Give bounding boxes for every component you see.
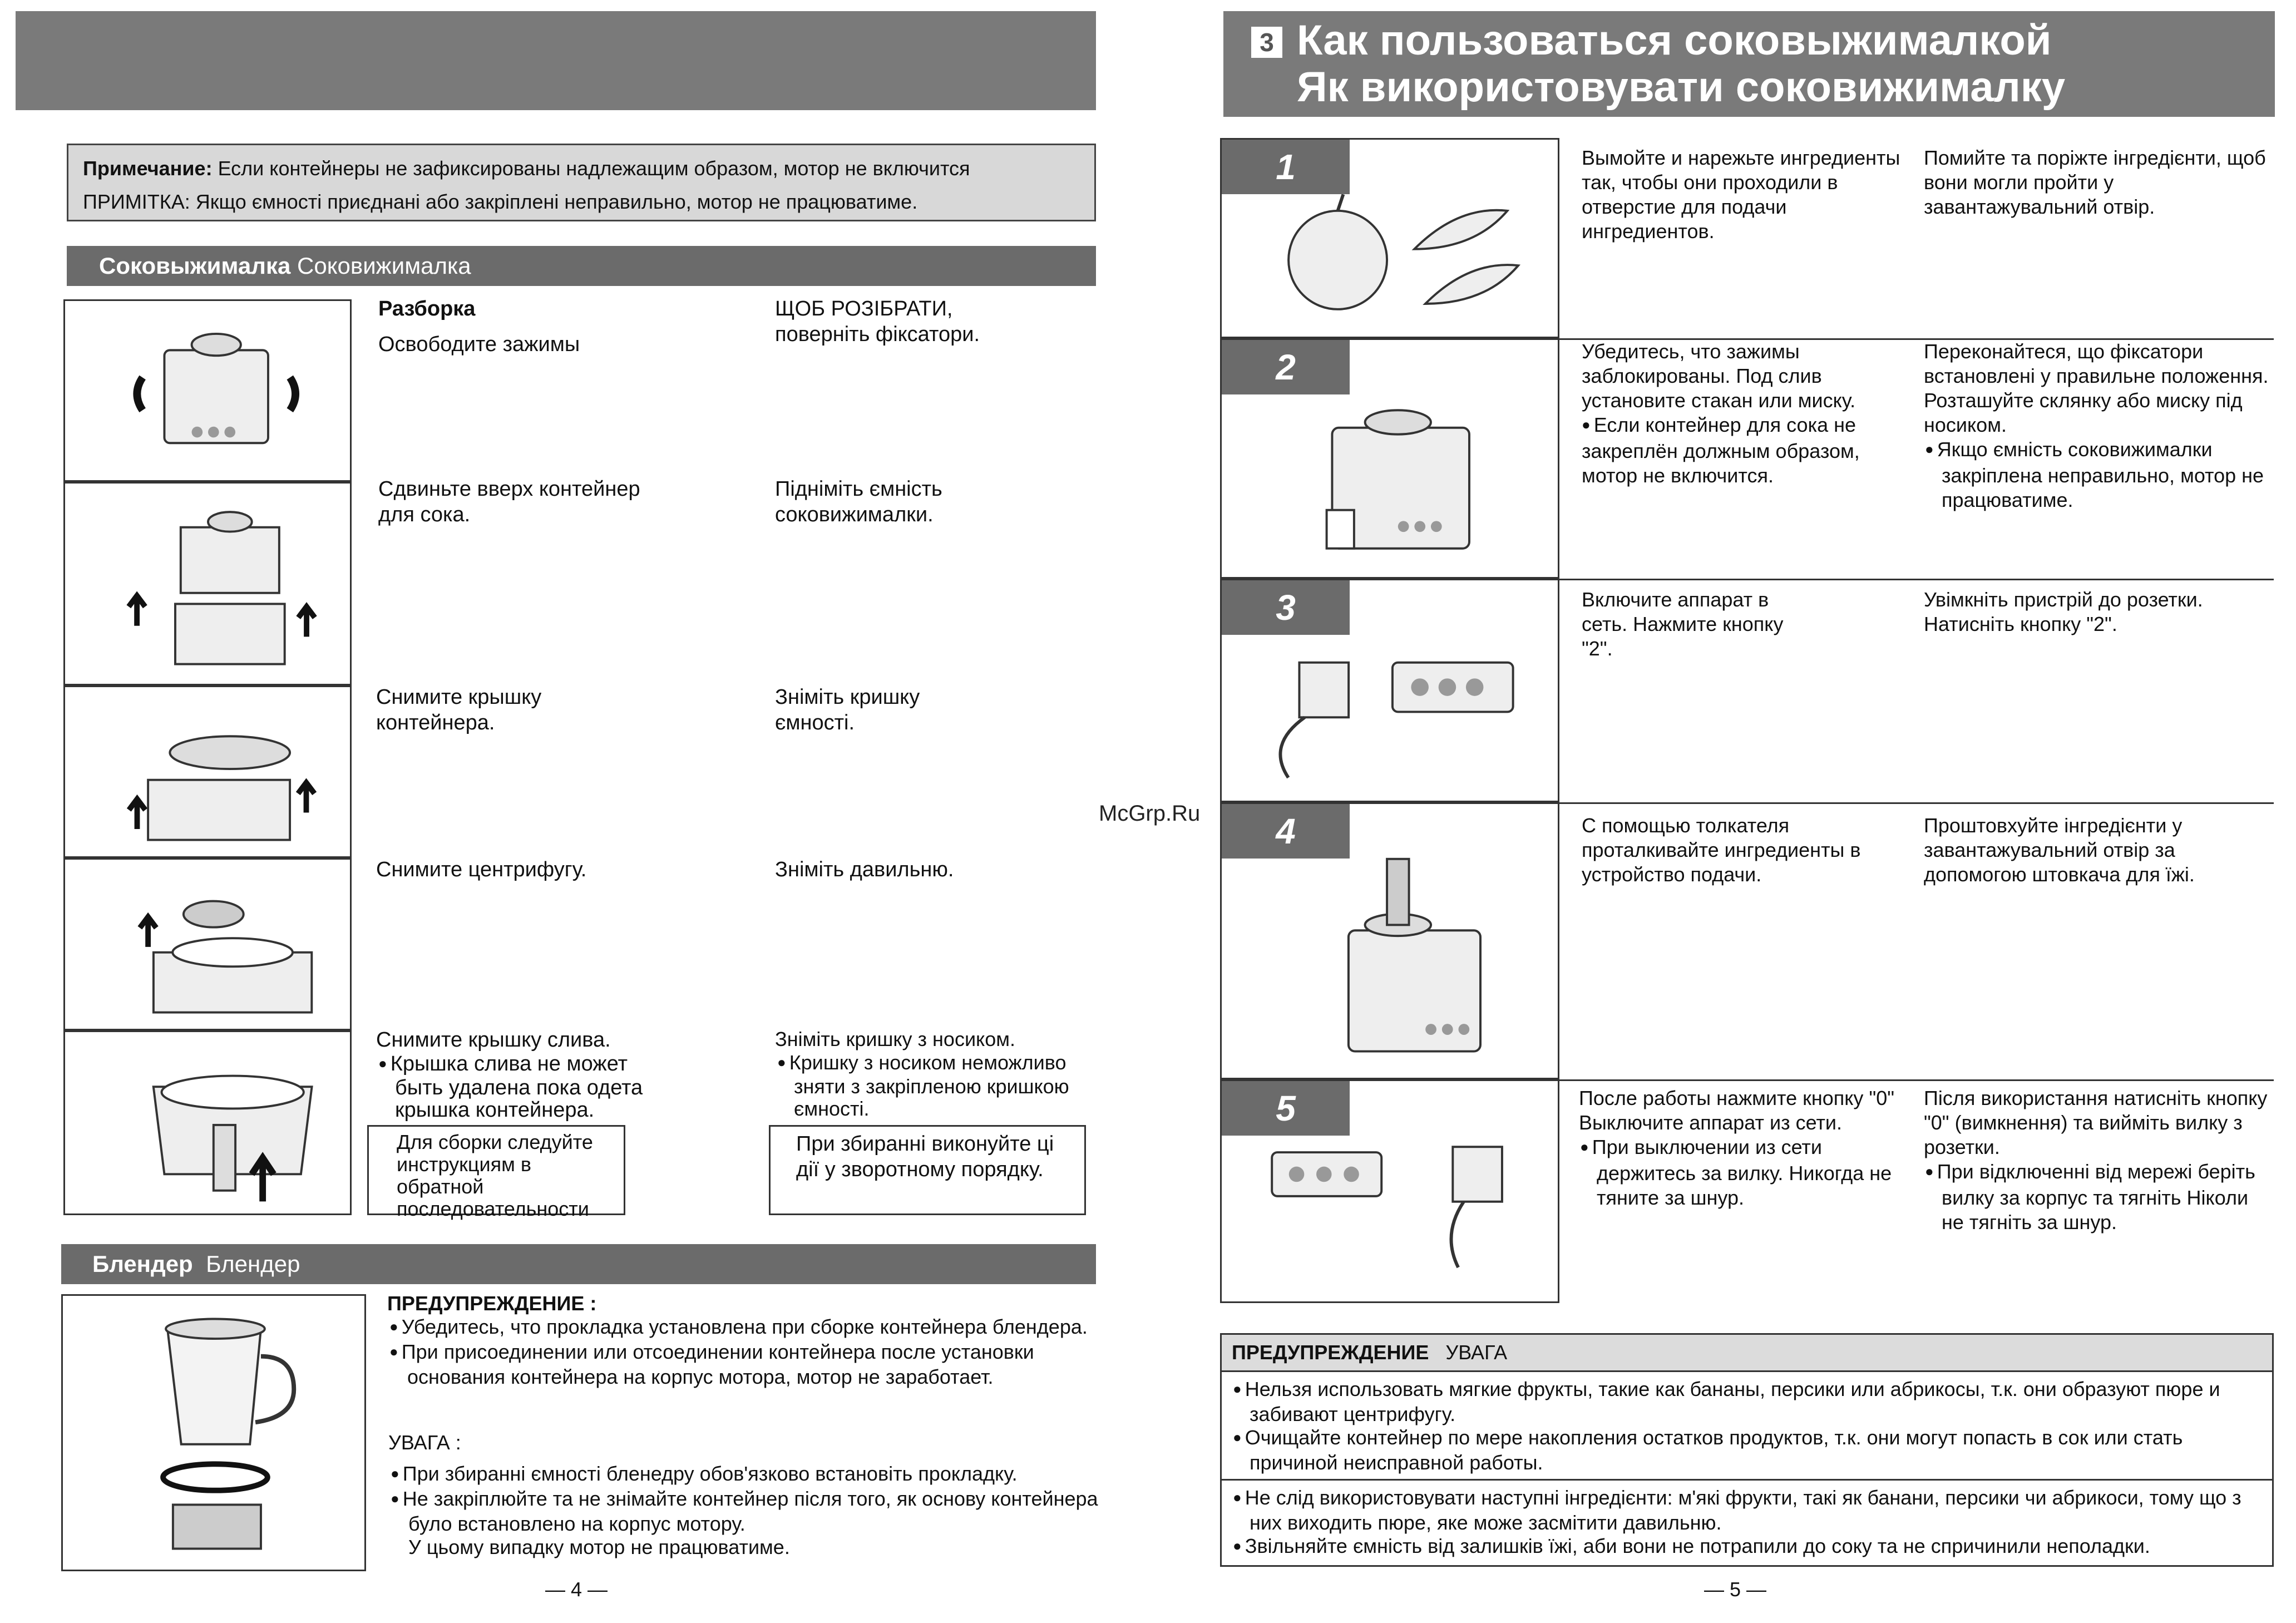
step5-bullet-ua: ● Кришку з носиком неможливо зняти з закріпленою кришкою ємності. xyxy=(775,1052,1098,1120)
blender-warning-ua-b3: У цьому випадку мотор не працюватиме. xyxy=(408,1536,790,1558)
r-step2-ru xyxy=(1582,339,1910,488)
step-divider-3 xyxy=(1559,802,2274,804)
title-bar xyxy=(1223,11,2275,117)
step5-ru xyxy=(376,1027,665,1121)
step5-text-ru: Снимите крышку слива. xyxy=(376,1028,611,1052)
assembly-note-ru: Для сборки следуйте инструкциям в обратной последовательности xyxy=(367,1125,625,1215)
title-ru: Как пользоваться соковыжималкой xyxy=(1297,17,2052,64)
step5-ua xyxy=(775,1027,1098,1120)
illustration-remove-lid xyxy=(63,685,352,858)
warning-header xyxy=(1222,1335,2272,1372)
step5-text-ua: Зніміть кришку з носиком. xyxy=(775,1028,1015,1050)
r-step2-text-ru: Убедитесь, что зажимы заблокированы. Под слив установите стакан или миску. xyxy=(1582,340,1856,412)
r-step3-text-ua: Увімкніть пристрій до розетки. Натисніть кнопку "2". xyxy=(1924,588,2203,635)
page-5 xyxy=(1099,0,2296,1623)
note-text-ru: Если контейнеры не зафиксированы надлежащим образом, мотор не включится xyxy=(212,157,970,180)
juicer-section-header xyxy=(67,246,1096,286)
step5-illustration xyxy=(1220,1079,1559,1303)
warning-ru-item-2: ● Очищайте контейнер по мере накопления остатков продуктов, т.к. они могут попасть в сок или стать причиной неисправной работы. xyxy=(1231,1426,2263,1474)
warning-header-ru: ПРЕДУПРЕЖДЕНИЕ xyxy=(1232,1341,1429,1364)
r-step5-ru xyxy=(1579,1086,1907,1210)
blender-warning-ru-b1: ● Убедитесь, что прокладка установлена при сборке контейнера блендера. xyxy=(387,1315,1110,1340)
blender-header-ua: Блендер xyxy=(206,1251,300,1277)
blender-warning-ua-title: УВАГА : xyxy=(388,1431,461,1454)
r-step5-bullet-ua: ● При відключенні від мережі беріть вилку за корпус та тягніть Ніколи не тягніть за шнур. xyxy=(1924,1160,2269,1235)
step1-title-ru: Разборка xyxy=(378,297,476,320)
blender-warning-ua-b1: ● При збиранні ємності бленедру обов'язково встановіть прокладку. xyxy=(388,1462,1112,1487)
step1-number: 1 xyxy=(1222,140,1350,194)
illustration-remove-centrifuge xyxy=(63,858,352,1030)
blender-header-ru: Блендер xyxy=(92,1251,193,1277)
r-step1-text-ua: Помийте та поріжте інгредієнти, щоб вони могли пройти у завантажувальний отвір. xyxy=(1924,146,2266,218)
blender-warning-ru-title: ПРЕДУПРЕЖДЕНИЕ : xyxy=(387,1292,597,1315)
step2-number: 2 xyxy=(1222,340,1350,394)
warning-block xyxy=(1220,1333,2274,1567)
top-bar xyxy=(16,11,1096,110)
r-step5-text-ua: Після використання натисніть кнопку "0" (вимкнення) та вийміть вилку з розетки. xyxy=(1924,1087,2268,1158)
note-box xyxy=(67,144,1096,221)
step2-illustration xyxy=(1220,338,1559,579)
illustration-blender xyxy=(61,1294,366,1571)
r-step3-text-ru: Включите аппарат в сеть. Нажмите кнопку "2". xyxy=(1582,588,1784,660)
illustration-lift-container xyxy=(63,482,352,685)
step4-text-ru: Снимите центрифугу. xyxy=(376,858,587,881)
blender-warning-ru xyxy=(387,1292,1110,1389)
warning-ua-list xyxy=(1222,1479,2272,1565)
blender-warning-ua xyxy=(388,1431,1112,1559)
section-number-badge: 3 xyxy=(1251,27,1282,58)
r-step2-text-ua: Переконайтеся, що фіксатори встановлені у правильне положення. Розташуйте склянку або миску під носиком. xyxy=(1924,340,2269,436)
watermark: McGrp.Ru xyxy=(1099,801,1201,826)
r-step2-bullet-ru: ● Если контейнер для сока не закреплён должным образом, мотор не включится. xyxy=(1582,413,1910,488)
warning-ua-item-2: ● Звільняйте ємність від залишків їжі, аби вони не потрапили до соку та не спричинили неполадки. xyxy=(1231,1535,2263,1560)
page-number-4: — 4 — xyxy=(545,1578,608,1601)
step4-illustration xyxy=(1220,802,1559,1079)
note-label-ru: Примечание: xyxy=(83,157,213,180)
warning-header-ua: УВАГА xyxy=(1445,1341,1508,1364)
blender-section-header xyxy=(61,1244,1096,1284)
blender-warning-ru-b2: ● При присоединении или отсоединении контейнера после установки основания контейнера на корпус мотора, мотор не заработает. xyxy=(387,1340,1110,1389)
step-disassembly xyxy=(378,296,734,357)
step5-number: 5 xyxy=(1222,1081,1350,1136)
warning-ua-item-1: ● Не слід використовувати наступні інгредієнти: м'які фрукти, такі як банани, персики чи абрикоси, тому що з них виходить пюре, яке може засмітити давильню. xyxy=(1231,1486,2263,1535)
step1-illustration xyxy=(1220,138,1559,338)
step-divider-2 xyxy=(1559,579,2274,580)
r-step5-ua xyxy=(1924,1086,2269,1235)
illustration-release-clamps xyxy=(63,299,352,482)
r-step1-text-ru: Вымойте и нарежьте ингредиенты так, чтобы они проходили в отверстие для подачи ингредиентов. xyxy=(1582,146,1900,243)
warning-ru-item-1: ● Нельзя использовать мягкие фрукты, такие как бананы, персики или абрикосы, т.к. они образуют пюре и забивают центрифугу. xyxy=(1231,1378,2263,1426)
note-text-ua: ПРИМІТКА: Якщо ємності приєднані або закріплені неправильно, мотор не працюватиме. xyxy=(83,190,918,213)
assembly-note-ua: При збиранні виконуйте ці дії у зворотному порядку. xyxy=(769,1125,1086,1215)
juicer-header-ru: Соковыжималка xyxy=(99,253,291,279)
step3-text-ua: Зніміть кришку ємності. xyxy=(775,685,920,734)
r-step2-bullet-ua: ● Якщо ємність соковижималки закріплена неправильно, мотор не працюватиме. xyxy=(1924,437,2269,512)
r-step5-bullet-ru: ● При выключении из сети держитесь за вилку. Никогда не тяните за шнур. xyxy=(1579,1135,1907,1210)
step2-text-ua: Підніміть ємність соковижималки. xyxy=(775,477,942,526)
r-step2-ua xyxy=(1924,339,2269,512)
step3-text-ru: Снимите крышку контейнера. xyxy=(376,685,542,734)
step5-bullet-ru: ● Крышка слива не может быть удалена пока одета крышка контейнера. xyxy=(376,1053,665,1121)
step3-number: 3 xyxy=(1222,580,1350,635)
page-number-5: — 5 — xyxy=(1704,1578,1767,1601)
step-divider-4 xyxy=(1559,1079,2274,1081)
step1-text-ua: поверніть фіксатори. xyxy=(775,323,980,346)
step1-text-ru: Освободите зажимы xyxy=(378,333,580,356)
step3-illustration xyxy=(1220,579,1559,802)
illustration-remove-spout-cover xyxy=(63,1030,352,1215)
title-ua: Як використовувати соковижималку xyxy=(1297,63,2066,111)
juicer-header-ua: Соковижималка xyxy=(297,253,471,279)
step4-text-ua: Зніміть давильню. xyxy=(775,858,954,881)
r-step4-text-ua: Проштовхуйте інгредієнти у завантажувальний отвір за допомогою штовкача для їжі. xyxy=(1924,814,2195,886)
step4-number: 4 xyxy=(1222,804,1350,859)
r-step5-text-ru: После работы нажмите кнопку "0" Выключите аппарат из сети. xyxy=(1579,1087,1895,1134)
warning-ru-list xyxy=(1222,1372,2272,1479)
step-disassembly-ua xyxy=(775,296,1092,347)
step1-title-ua: ЩОБ РОЗІБРАТИ, xyxy=(775,297,953,320)
blender-warning-ua-b2: ● Не закріплюйте та не знімайте контейнер після того, як основу контейнера було встановлено на корпус мотору. xyxy=(388,1487,1112,1536)
r-step4-text-ru: С помощью толкателя проталкивайте ингредиенты в устройство подачи. xyxy=(1582,814,1861,886)
step2-text-ru: Сдвиньте вверх контейнер для сока. xyxy=(378,477,640,526)
